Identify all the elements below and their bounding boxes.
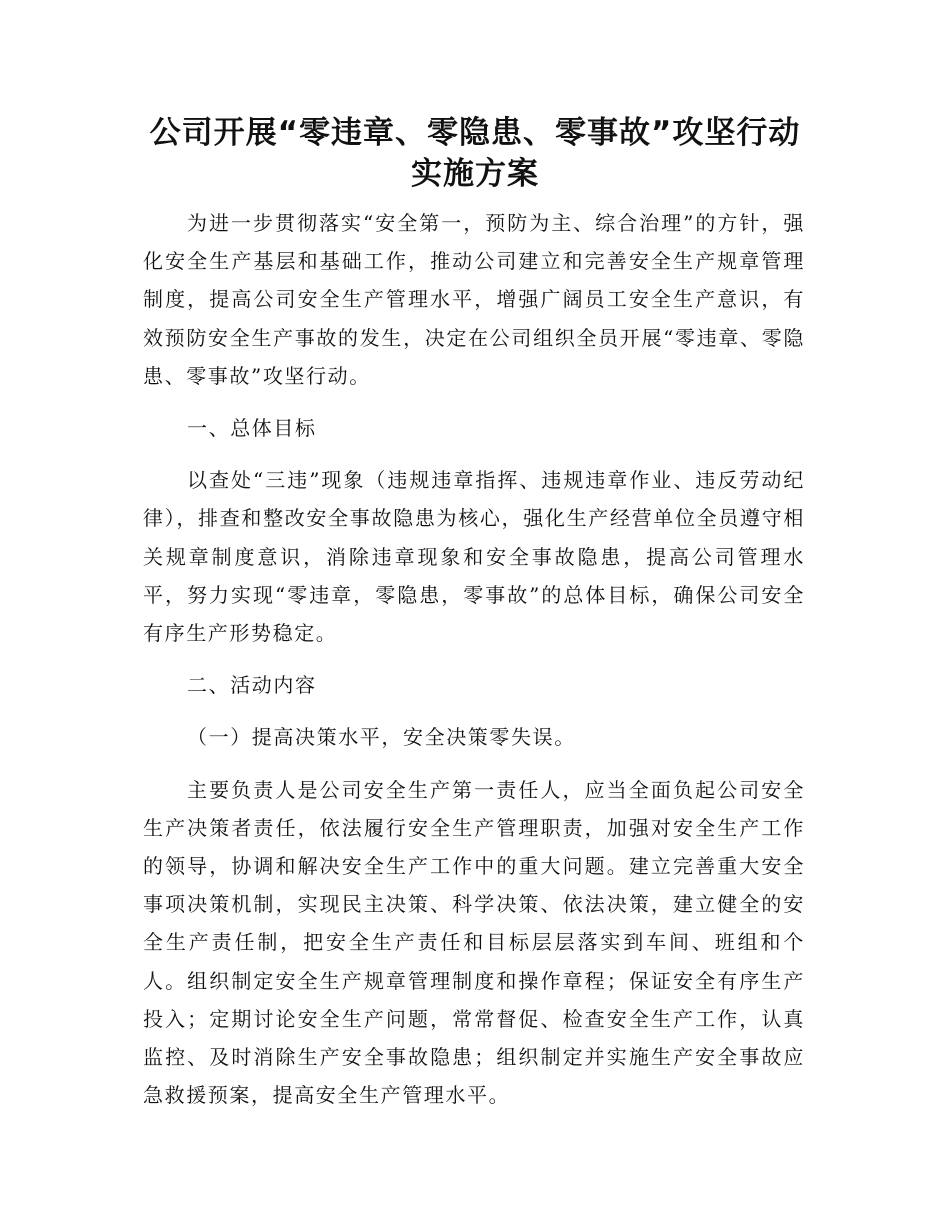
intro-paragraph: 为进一步贯彻落实“安全第一，预防为主、综合治理”的方针，强化安全生产基层和基础工作，推动公司建立和完善安全生产规章管理制度，提高公司安全生产管理水平，增强广阔员工安全生产意识，有效预防安全生产事故的发生，决定在公司组织全员开展“零违章、零隐患、零事故”攻坚行动。: [143, 211, 805, 388]
section-heading-activity-content: 二、活动内容: [187, 673, 317, 698]
document-body: [143, 204, 805, 1114]
overall-goal-paragraph: 以查处“三违”现象（违规违章指挥、违规违章作业、违反劳动纪 律），排查和整改安全事故隐患为核心，强化生产经营单位全员遵守相关规章制度意识，消除违章现象和安全事故隐患，提高公司管理水平，努力实现“零违章，零隐患，零事故”的总体目标，确保公司安全有序生产形势稳定。: [143, 468, 805, 646]
subsection-heading-decision: （一）提高决策水平，安全决策零失误。: [187, 725, 576, 750]
document-title-line-1: 公司开展“零违章、零隐患、零事故”攻坚行动: [149, 115, 801, 151]
section-heading-overall-goal: 一、总体目标: [187, 416, 317, 441]
document-title-line-2: 实施方案: [411, 156, 539, 192]
decision-paragraph: 主要负责人是公司安全生产第一责任人，应当全面负起公司安全生产决策者责任，依法履行安全生产管理职责，加强对安全生产工作的领导，协调和解决安全生产工作中的重大问题。建立完善重大安全事项决策机制，实现民主决策、科学决策、依法决策，建立健全的安全生产责任制，把安全生产责任和目标层层落实到车间、班组和个人。组织制定安全生产规章管理制度和操作章程；保证安全有序生产投入；定期讨论安全生产问题，常常督促、检查安全生产工作，认真监控、及时消除生产安全事故隐患；组织制定并实施生产安全事故应急救援预案，提高安全生产管理水平。: [143, 777, 805, 1108]
